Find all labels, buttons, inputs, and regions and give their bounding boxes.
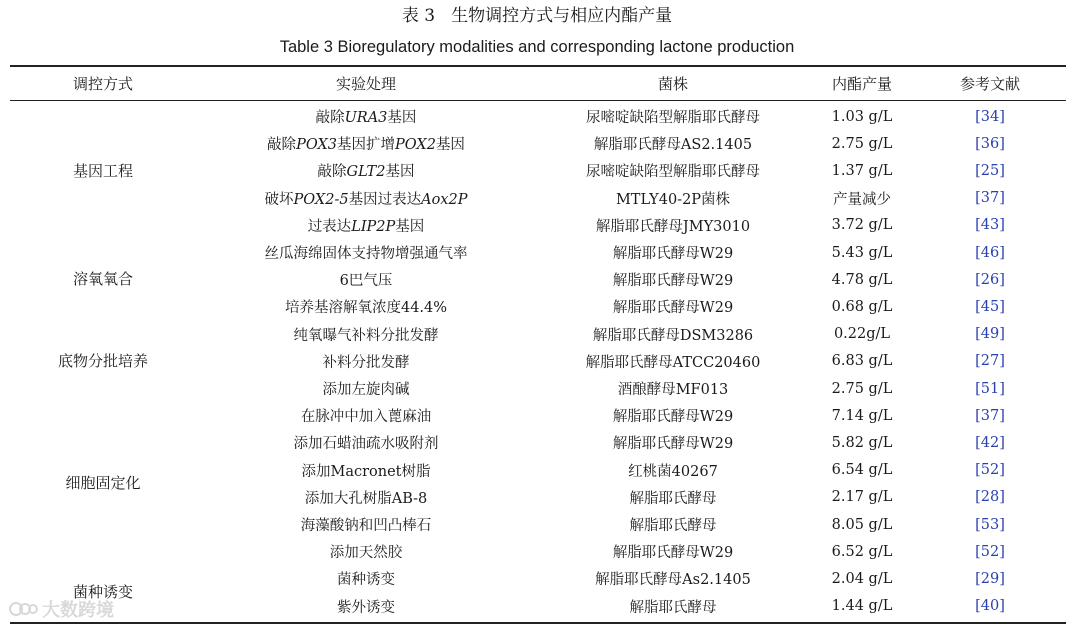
cell-yield: 2.17 g/L <box>831 489 893 506</box>
cell-strain: 解脂耶氏酵母W29 <box>612 273 734 290</box>
table-header-rule <box>10 100 1066 101</box>
cell-strain: 尿嘧啶缺陷型解脂耶氏酵母 <box>586 164 760 181</box>
header-treatment: 实验处理 <box>335 75 396 93</box>
cell-reference-link[interactable]: [28] <box>975 489 1005 506</box>
watermark <box>8 596 114 622</box>
cell-reference-link[interactable]: [40] <box>975 598 1005 615</box>
cell-yield: 5.82 g/L <box>831 434 893 451</box>
cell-treatment: 添加Macronet树脂 <box>301 463 431 480</box>
cell-yield: 1.03 g/L <box>831 108 893 125</box>
cell-strain: 解脂耶氏酵母As2.1405 <box>595 572 751 589</box>
cell-strain: 解脂耶氏酵母W29 <box>612 545 734 562</box>
cell-treatment: 丝瓜海绵固体支持物增强通气率 <box>264 246 468 263</box>
cell-treatment: 敲除POX3基因扩增POX2基因 <box>267 137 465 154</box>
cell-treatment: 破坏POX2-5基因过表达Aox2P <box>264 191 468 208</box>
cell-yield: 6.83 g/L <box>831 353 893 370</box>
cell-reference-link[interactable]: [34] <box>975 108 1005 125</box>
table-bottom-rule <box>10 622 1066 624</box>
header-reference: 参考文献 <box>959 75 1020 93</box>
table-number: 表 3 <box>401 6 436 26</box>
group-label: 溶氧氧合 <box>72 270 133 288</box>
cell-yield: 1.44 g/L <box>831 598 893 615</box>
cell-reference-link[interactable]: [37] <box>975 407 1005 424</box>
table-caption-cn <box>0 5 1074 27</box>
cell-yield: 4.78 g/L <box>831 271 893 288</box>
cell-treatment: 紫外诱变 <box>337 599 395 616</box>
cell-reference-link[interactable]: [45] <box>975 298 1005 315</box>
cell-treatment: 补料分批发酵 <box>322 354 410 371</box>
cell-reference-link[interactable]: [43] <box>975 217 1005 234</box>
cell-strain: 酒酿酵母MF013 <box>617 382 729 399</box>
cell-yield: 6.54 g/L <box>831 462 893 479</box>
cell-treatment: 敲除GLT2基因 <box>317 164 415 181</box>
cell-strain: MTLY40-2P菌株 <box>615 191 731 208</box>
cell-strain: 解脂耶氏酵母JMY3010 <box>595 218 751 235</box>
cell-yield: 1.37 g/L <box>831 162 893 179</box>
cell-yield: 产量减少 <box>833 191 891 208</box>
cell-reference-link[interactable]: [42] <box>975 434 1005 451</box>
cell-yield: 2.04 g/L <box>831 570 893 587</box>
group-label: 基因工程 <box>72 162 133 180</box>
cell-yield: 8.05 g/L <box>831 516 893 533</box>
cell-reference-link[interactable]: [37] <box>975 190 1005 207</box>
watermark-text: 大数跨境 <box>42 600 114 620</box>
table-title-cn: 生物调控方式与相应内酯产量 <box>451 6 673 26</box>
cell-reference-link[interactable]: [29] <box>975 570 1005 587</box>
cell-strain: 解脂耶氏酵母ATCC20460 <box>585 354 761 371</box>
header-method: 调控方式 <box>72 75 133 93</box>
cell-yield: 0.68 g/L <box>831 298 893 315</box>
cell-yield: 3.72 g/L <box>831 217 893 234</box>
cell-strain: 解脂耶氏酵母 <box>629 518 717 535</box>
group-label: 菌种诱变 <box>72 583 133 602</box>
cell-treatment: 6巴气压 <box>339 273 393 290</box>
cell-treatment: 敲除URA3基因 <box>315 110 417 127</box>
cell-strain: 解脂耶氏酵母W29 <box>612 300 734 317</box>
cell-treatment: 添加石蜡油疏水吸附剂 <box>293 436 439 453</box>
cell-reference-link[interactable]: [52] <box>975 543 1005 560</box>
cell-reference-link[interactable]: [52] <box>975 462 1005 479</box>
cell-yield: 2.75 g/L <box>831 380 893 397</box>
cell-treatment: 在脉冲中加入蓖麻油 <box>300 409 432 426</box>
cell-reference-link[interactable]: [53] <box>975 516 1005 533</box>
cell-reference-link[interactable]: [26] <box>975 271 1005 288</box>
cell-strain: 红桃菌40267 <box>628 463 718 480</box>
cell-yield: 5.43 g/L <box>831 244 893 261</box>
cell-treatment: 添加天然胶 <box>329 545 403 562</box>
cell-strain: 解脂耶氏酵母W29 <box>612 436 734 453</box>
cell-yield: 6.52 g/L <box>831 543 893 560</box>
group-label: 底物分批培养 <box>57 351 148 370</box>
cell-reference-link[interactable]: [51] <box>975 380 1005 397</box>
cell-yield: 0.22g/L <box>833 326 891 343</box>
cell-strain: 解脂耶氏酵母AS2.1405 <box>593 137 753 154</box>
cell-reference-link[interactable]: [49] <box>975 326 1005 343</box>
cell-reference-link[interactable]: [25] <box>975 162 1005 179</box>
cell-strain: 尿嘧啶缺陷型解脂耶氏酵母 <box>586 110 760 127</box>
cell-yield: 7.14 g/L <box>831 407 893 424</box>
cell-strain: 解脂耶氏酵母 <box>629 599 717 616</box>
cell-strain: 解脂耶氏酵母DSM3286 <box>592 327 754 344</box>
cell-treatment: 培养基溶解氧浓度44.4% <box>284 300 448 317</box>
header-yield: 内酯产量 <box>831 75 892 93</box>
cell-reference-link[interactable]: [36] <box>975 135 1005 152</box>
cell-treatment: 添加大孔树脂AB-8 <box>304 490 428 507</box>
cell-treatment: 纯氧曝气补料分批发酵 <box>293 327 439 344</box>
cell-treatment: 菌种诱变 <box>337 572 395 589</box>
cell-treatment: 过表达LIP2P基因 <box>307 218 425 235</box>
cell-treatment: 海藻酸钠和凹凸棒石 <box>300 518 432 535</box>
header-strain: 菌株 <box>657 75 688 93</box>
table-title-en: Table 3 Bioregulatory modalities and corresponding lactone production <box>279 38 795 56</box>
cell-strain: 解脂耶氏酵母W29 <box>612 246 734 263</box>
table-header-row <box>10 67 1066 100</box>
cell-strain: 解脂耶氏酵母 <box>629 490 717 507</box>
group-label: 细胞固定化 <box>65 474 141 493</box>
cell-reference-link[interactable]: [27] <box>975 353 1005 370</box>
cell-reference-link[interactable]: [46] <box>975 244 1005 261</box>
cell-strain: 解脂耶氏酵母W29 <box>612 409 734 426</box>
watermark-logo-icon <box>8 600 38 618</box>
cell-yield: 2.75 g/L <box>831 135 893 152</box>
cell-treatment: 添加左旋肉碱 <box>322 382 410 399</box>
